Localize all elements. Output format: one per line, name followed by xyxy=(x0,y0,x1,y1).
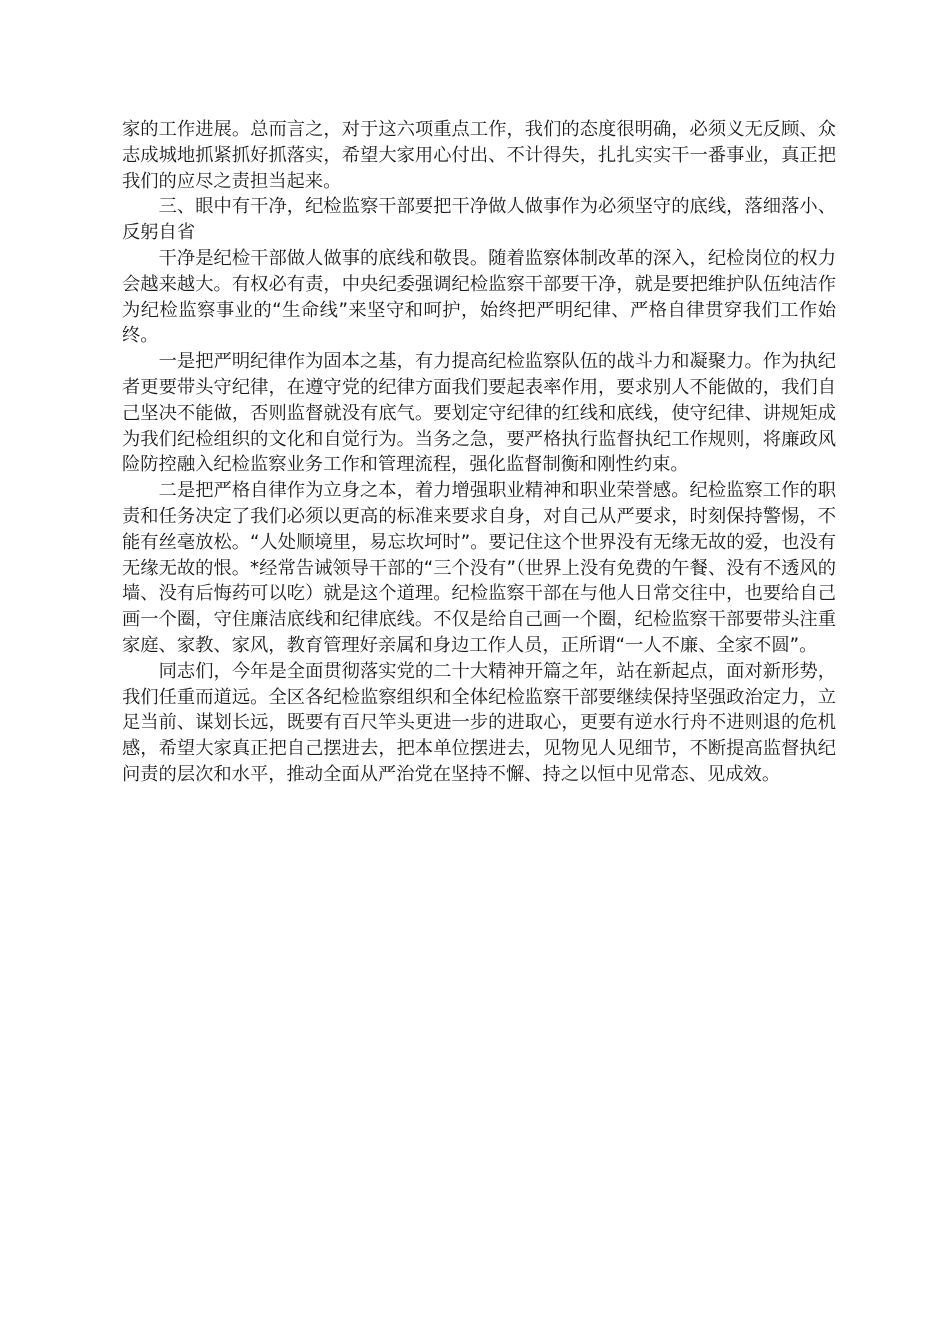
section-heading: 三、眼中有干净，纪检监察干部要把干净做人做事作为必须坚守的底线，落细落小、反躬自省 xyxy=(122,196,836,244)
paragraph: 二是把严格自律作为立身之本，着力增强职业精神和职业荣誉感。纪检监察工作的职责和任务决定了我们必须以更高的标准来要求自身，对自己从严要求，时刻保持警惕，不能有丝毫放松。“人处顺境里，易忘坎坷时”。要记住这个世界没有无缘无故的爱，也没有无缘无故的恨。*经常告诫领导干部的“三个没有”（世界上没有免费的午餐、没有不透风的墙、没有后悔药可以吃）就是这个道理。纪检监察干部在与他人日常交往中，也要给自己画一个圈，守住廉洁底线和纪律底线。不仅是给自己画一个圈，纪检监察干部要带头注重家庭、家教、家风，教育管理好亲属和身边工作人员，正所谓“一人不廉、全家不圆”。 xyxy=(122,480,836,656)
document-body xyxy=(122,117,836,788)
paragraph: 一是把严明纪律作为固本之基，有力提高纪检监察队伍的战斗力和凝聚力。作为执纪者更要带头守纪律，在遵守党的纪律方面我们要起表率作用，要求别人不能做的，我们自己坚决不能做，否则监督就没有底气。要划定守纪律的红线和底线，使守纪律、讲规矩成为我们纪检组织的文化和自觉行为。当务之急，要严格执行监督执纪工作规则，将廉政风险防控融入纪检监察业务工作和管理流程，强化监督制衡和刚性约束。 xyxy=(122,351,836,476)
paragraph-continuation: 家的工作进展。总而言之，对于这六项重点工作，我们的态度很明确，必须义无反顾、众志成城地抓紧抓好抓落实，希望大家用心付出、不计得失，扎扎实实干一番事业，真正把我们的应尽之责担当起来。 xyxy=(122,119,836,192)
paragraph-closing: 同志们，今年是全面贯彻落实党的二十大精神开篇之年，站在新起点，面对新形势，我们任重而道远。全区各纪检监察组织和全体纪检监察干部要继续保持坚强政治定力，立足当前、谋划长远，既要有百尺竿头更进一步的进取心，更要有逆水行舟不进则退的危机感，希望大家真正把自己摆进去，把本单位摆进去，见物见人见细节，不断提高监督执纪问责的层次和水平，推动全面从严治党在坚持不懈、持之以恒中见常态、见成效。 xyxy=(122,660,836,785)
paragraph: 干净是纪检干部做人做事的底线和敬畏。随着监察体制改革的深入，纪检岗位的权力会越来越大。有权必有责，中央纪委强调纪检监察干部要干净，就是要把维护队伍纯洁作为纪检监察事业的“生命线”来坚守和呵护，始终把严明纪律、严格自律贯穿我们工作始终。 xyxy=(122,247,836,347)
